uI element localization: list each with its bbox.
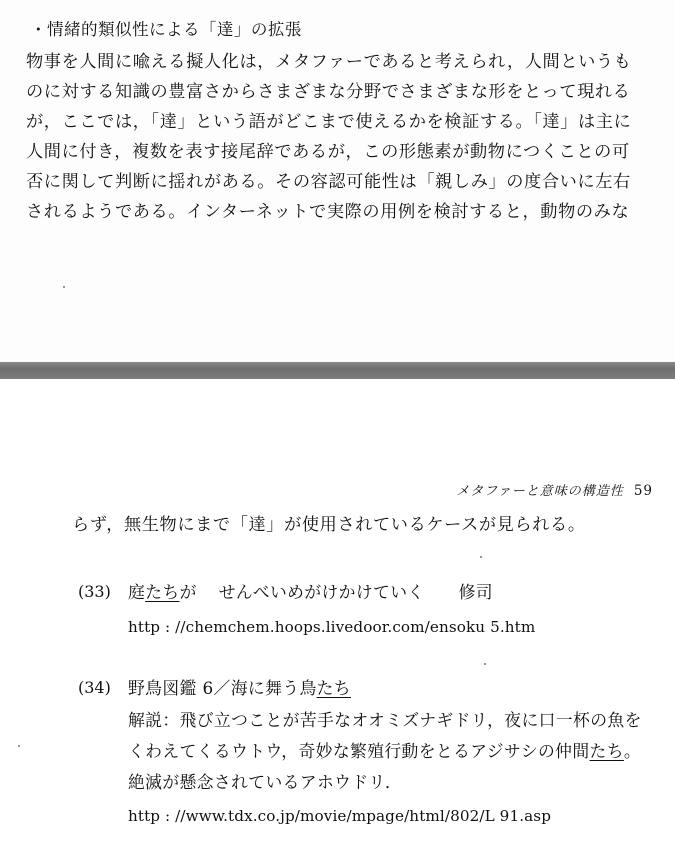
- scan-speck: [480, 556, 482, 558]
- running-head: [456, 480, 653, 499]
- body-line: 物事を人間に喩える擬人化は，メタファーであると考えられ，人間というも: [26, 52, 632, 72]
- example-34-desc-2: [128, 741, 641, 761]
- underlined-tachi: たち: [589, 741, 624, 761]
- example-number: (33): [78, 582, 111, 601]
- example-34-url: http : //www.tdx.co.jp/movie/mpage/html/802/L 91.asp: [128, 807, 552, 825]
- example-number: (34): [78, 678, 111, 697]
- example-34-desc-1: 解説：飛び立つことが苦手なオオミズナギドリ，夜に口一杯の魚を: [128, 710, 642, 730]
- body-line: のに対する知識の豊富さからさまざまな分野でさまざまな形をとって現れる: [26, 82, 631, 102]
- scan-speck: [484, 663, 486, 665]
- continuation-line: らず，無生物にまで「達」が使用されているケースが見られる。: [72, 515, 586, 535]
- running-head-title: メタファーと意味の構造性: [456, 484, 624, 499]
- body-line: されるようである。インターネットで実際の用例を検討すると，動物のみな: [26, 202, 630, 222]
- example-text: 野鳥図鑑 6／海に舞う鳥: [128, 678, 317, 698]
- underlined-tachi: たち: [145, 582, 180, 602]
- example-34-title: [128, 678, 351, 698]
- example-text: くわえてくるウトウ，奇妙な繁殖行動をとるアジサシの仲間: [128, 741, 590, 761]
- page-number: 59: [633, 483, 653, 499]
- example-34-desc-3: 絶滅が懸念されているアホウドリ．: [128, 772, 403, 792]
- underlined-tachi: たち: [316, 678, 351, 698]
- scan-speck: [63, 286, 65, 288]
- scan-speck: [18, 745, 20, 747]
- body-line: 否に関して判断に揺れがある。その容認可能性は「親しみ」の度合いに左右: [26, 172, 631, 192]
- example-33-line: [128, 582, 493, 602]
- example-33-url: http : //chemchem.hoops.livedoor.com/ensoku 5.htm: [128, 618, 536, 636]
- body-line: が，ここでは，「達」という語がどこまで使えるかを検証する。「達」は主に: [26, 112, 632, 132]
- author-name: 修司: [458, 582, 493, 602]
- page-divider: [0, 362, 675, 379]
- example-text: 。: [623, 741, 642, 761]
- section-heading: ・情緒的類似性による「達」の拡張: [30, 20, 302, 39]
- example-text: が: [179, 582, 197, 602]
- body-line: 人間に付き，複数を表す接尾辞であるが，この形態素が動物につくことの可: [26, 142, 630, 162]
- example-text: 庭: [128, 582, 146, 602]
- example-text: せんべいめがけかけていく: [218, 582, 425, 602]
